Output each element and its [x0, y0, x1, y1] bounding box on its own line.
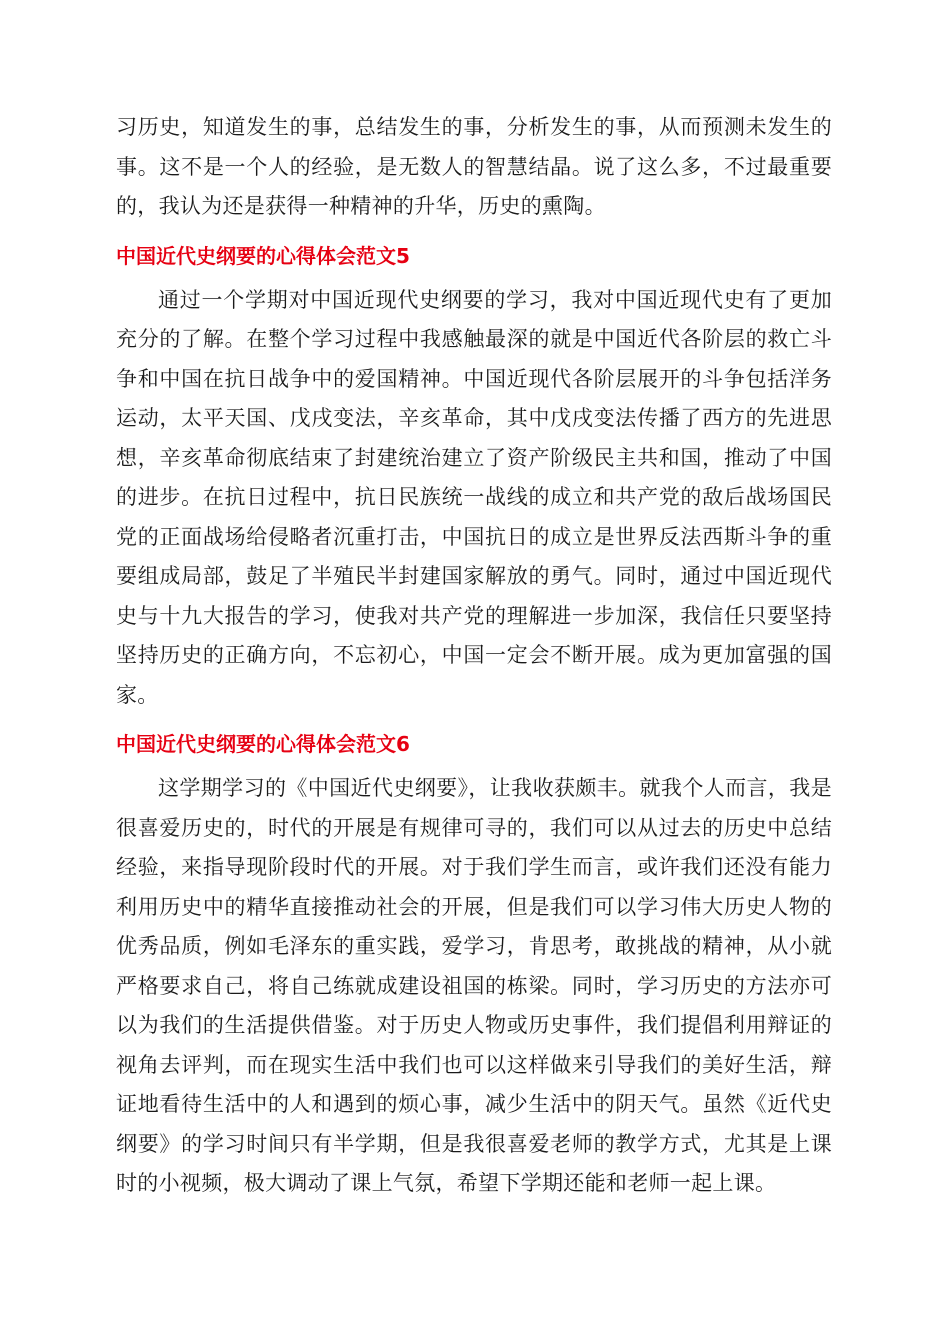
intro-paragraph: 习历史，知道发生的事，总结发生的事，分析发生的事，从而预测未发生的事。这不是一个人的经验，是无数人的智慧结晶。说了这么多，不过最重要的，我认为还是获得一种精神的升华，历史的熏陶。: [116, 115, 832, 218]
section-body-5: 通过一个学期对中国近现代史纲要的学习，我对中国近现代史有了更加充分的了解。在整个学习过程中我感触最深的就是中国近代各阶层的救亡斗争和中国在抗日战争中的爱国精神。中国近现代各阶层展开的斗争包括洋务运动，太平天国、戊戌变法，辛亥革命，其中戊戌变法传播了西方的先进思想，辛亥革命彻底结束了封建统治建立了资产阶级民主共和国，推动了中国的进步。在抗日过程中，抗日民族统一战线的成立和共产党的敌后战场国民党的正面战场给侵略者沉重打击，中国抗日的成立是世界反法西斯斗争的重要组成局部，鼓足了半殖民半封建国家解放的勇气。同时，通过中国近现代史与十九大报告的学习，使我对共产党的理解进一步加深，我信任只要坚持坚持历史的正确方向，不忘初心，中国一定会不断开展。成为更加富强的国家。: [116, 287, 832, 707]
section-heading-5: 中国近代史纲要的心得体会范文5: [116, 243, 410, 268]
document-page: [116, 108, 832, 1204]
section-heading-6: 中国近代史纲要的心得体会范文6: [116, 732, 410, 756]
section-body-6: 这学期学习的《中国近代史纲要》，让我收获颇丰。就我个人而言，我是很喜爱历史的，时代的开展是有规律可寻的，我们可以从过去的历史中总结经验，来指导现阶段时代的开展。对于我们学生而言，或许我们还没有能力利用历史中的精华直接推动社会的开展，但是我们可以学习伟大历史人物的优秀品质，例如毛泽东的重实践，爱学习，肯思考，敢挑战的精神，从小就严格要求自己，将自己练就成建设祖国的栋梁。同时，学习历史的方法亦可以为我们的生活提供借鉴。对于历史人物或历史事件，我们提倡利用辩证的视角去评判，而在现实生活中我们也可以这样做来引导我们的美好生活，辩证地看待生活中的人和遇到的烦心事，减少生活中的阴天气。虽然《近代史纲要》的学习时间只有半学期，但是我很喜爱老师的教学方式，尤其是上课时的小视频，极大调动了课上气氛，希望下学期还能和老师一起上课。: [116, 776, 832, 1195]
